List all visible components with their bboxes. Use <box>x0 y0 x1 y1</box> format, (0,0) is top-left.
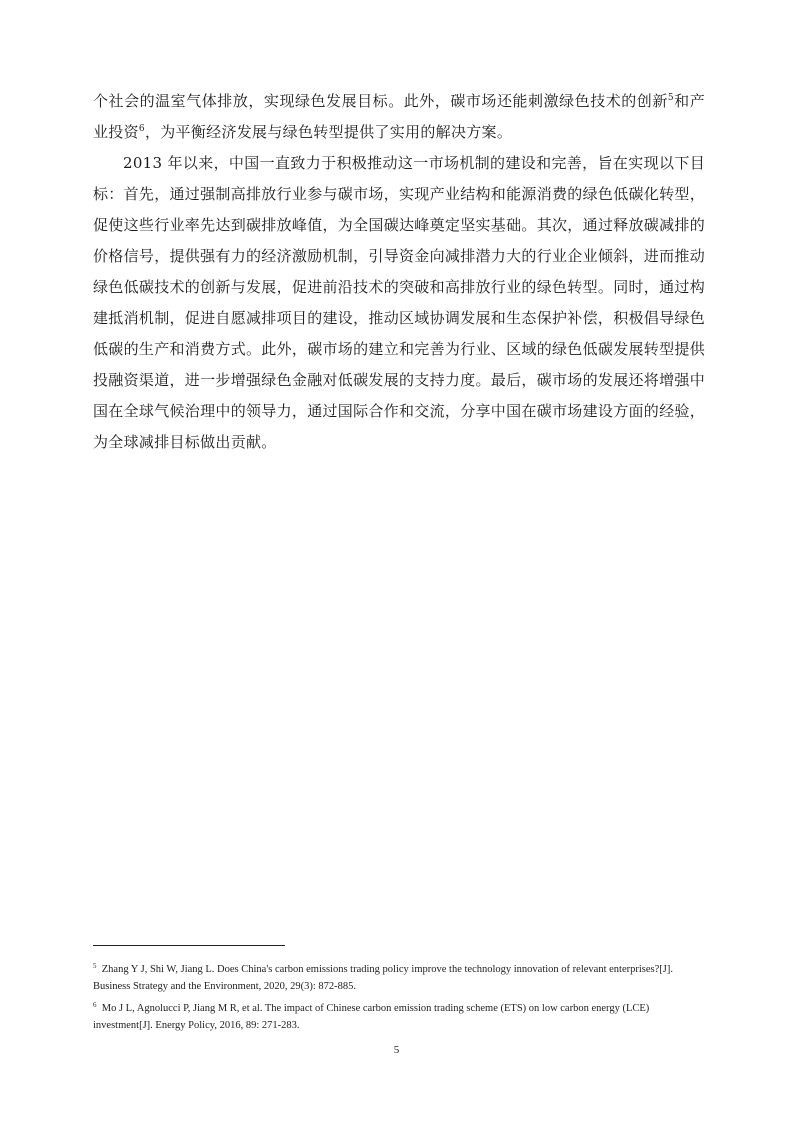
footnote-text: Mo J L, Agnolucci P, Jiang M R, et al. The impact of Chinese carbon emission trading scheme (ETS) on low carbon energy (LCE) investment[J]. Energy Policy, 2016, 89: 271-283. <box>93 1003 650 1031</box>
footnote-6 <box>93 1000 705 1034</box>
footnote-ref-5[interactable]: 5 <box>667 93 674 103</box>
footnote-number: 6 <box>93 1001 97 1009</box>
paragraph-2: 2013 年以来，中国一直致力于积极推动这一市场机制的建设和完善，旨在实现以下目标：首先，通过强制高排放行业参与碳市场，实现产业结构和能源消费的绿色低碳化转型，促使这些行业率先达到碳排放峰值，为全国碳达峰奠定坚实基础。其次，通过释放碳减排的价格信号，提供强有力的经济激励机制，引导资金向减排潜力大的行业企业倾斜，进而推动绿色低碳技术的创新与发展，促进前沿技术的突破和高排放行业的绿色转型。同时，通过构建抵消机制，促进自愿减排项目的建设，推动区域协调发展和生态保护补偿，积极倡导绿色低碳的生产和消费方式。此外，碳市场的建立和完善为行业、区域的绿色低碳发展转型提供投融资渠道，进一步增强绿色金融对低碳发展的支持力度。最后，碳市场的发展还将增强中国在全球气候治理中的领导力，通过国际合作和交流，分享中国在碳市场建设方面的经验，为全球减排目标做出贡献。 <box>93 154 706 451</box>
footnote-separator <box>93 945 285 946</box>
page-number: 5 <box>393 1044 400 1056</box>
footnotes <box>93 961 705 1039</box>
paragraph-1-part-c: ，为平衡经济发展与绿色转型提供了实用的解决方案。 <box>144 123 513 141</box>
body-text <box>93 86 705 458</box>
footnote-text: Zhang Y J, Shi W, Jiang L. Does China's carbon emissions trading policy improve the technology innovation of relevant enterprises?[J]. Business Strategy and the Environment, 2020, 29(3): 872-885. <box>93 964 673 992</box>
footnote-number: 5 <box>93 962 97 970</box>
footnote-5 <box>93 961 705 995</box>
footnote-ref-6[interactable]: 6 <box>138 124 145 134</box>
paragraph-1-part-b: 和产业投资 <box>93 92 705 141</box>
paragraph-1 <box>93 86 705 148</box>
paragraph-1-part-a: 个社会的温室气体排放，实现绿色发展目标。此外，碳市场还能刺激绿色技术的创新 <box>93 92 668 110</box>
